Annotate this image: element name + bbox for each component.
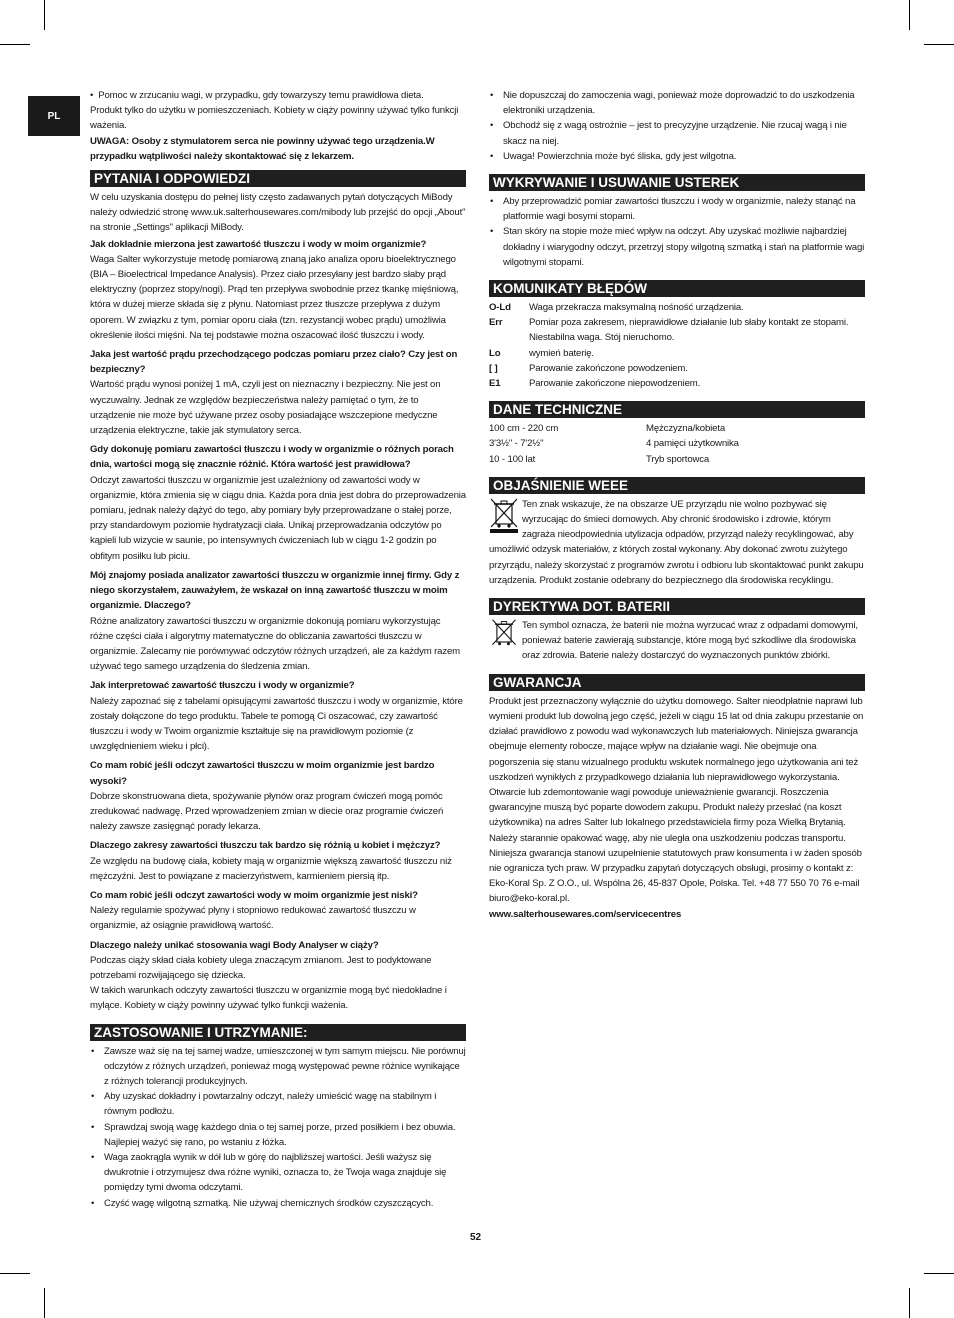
crop-mark [924, 1273, 954, 1274]
usage-item: • Nie dopuszczaj do zamoczenia wagi, ponieważ może doprowadzić to do uszkodzenia elektroniki urządzenia. [489, 88, 865, 118]
usage-item: • Uwaga! Powierzchnia może być śliska, gdy jest wilgotna. [489, 149, 865, 164]
usage-item: • Czyść wagę wilgotną szmatką. Nie używaj chemicznych środków czyszczących. [90, 1196, 466, 1211]
faq-question: Dlaczego należy unikać stosowania wagi Body Analyser w ciąży? [90, 939, 379, 951]
tech-cell: 3'3½" - 7'2½" [489, 438, 544, 450]
weee-block [489, 497, 865, 588]
error-code: O-Ld [489, 302, 511, 314]
troubleshooting-item: • Aby przeprowadzić pomiar zawartości tłuszczu i wody w organizmie, należy stanąć na platformie wagi bosymi stopami. [489, 194, 865, 224]
crop-mark [924, 44, 954, 45]
faq-question: Co mam robić jeśli odczyt zawartości wody w moim organizmie jest niski? [90, 889, 418, 901]
crop-mark [44, 0, 45, 30]
crop-mark [0, 1273, 30, 1274]
faq-answer: Należy zapoznać się z tabelami opisującymi zawartość tłuszczu i wody w organizmie, które zostały dołączone do tego produktu. Tabele te pomogą Ci oszacować, czy zawartość tłuszczu i wody w Twoim organizmie kształtuje się na prawidłowym poziomie (z uwzględnieniem wieku i płci). [90, 695, 463, 753]
usage-heading: ZASTOSOWANIE I UTRZYMANIE: [90, 1024, 466, 1041]
tech-cell: Mężczyzna/kobieta [646, 423, 726, 435]
right-column [489, 88, 865, 922]
intro-bullet-text: Pomoc w zrzucaniu wagi, w przypadku, gdy towarzyszy temu prawidłowa dieta. [98, 90, 424, 101]
error-text: Waga przekracza maksymalną nośność urządzenia. [529, 302, 744, 314]
error-code: [ ] [489, 362, 498, 374]
faq-answer: Różne analizatory zawartości tłuszczu w organizmie dokonują pomiaru wykorzystując różne części ciała i algorytmy matematyczne do obliczania zawartości tłuszczu w organizmie. Zalecamy nie porównywać odczytów różnych urządzeń, ale za każdym razem używać tego samego urządzenia do śledzenia zmian. [90, 615, 461, 673]
error-text: wymień baterię. [529, 347, 594, 359]
troubleshooting-item: • Stan skóry na stopie może mieć wpływ na odczyt. Aby uzyskać możliwie najbardziej dokładny i wiarygodny odczyt, przetrzyj stopy wilgotną szmatką i stań na platformie wagi wilgotnymi stopami. [489, 224, 865, 270]
weee-text: Ten znak wskazuje, że na obszarze UE przyrządu nie wolno pozbywać się wyrzucając do śmieci domowych. Aby chronić środowisko i zdrowie, którym zagraża nieodpowiednia utylizacja odpadów, przyrząd należy recyklingować, aby umożliwić odzysk materiałów, z których został wykonany. Aby dokonać zwrotu zużytego przyrządu, należy skorzystać z programów zwrotu i odbioru lub skontaktować punkt zakupu urządzenia. Produkt zostanie odebrany do bezpiecznego dla środowiska recyklingu. [489, 498, 864, 586]
usage-item: • Zawsze waż się na tej samej wadze, umieszczonej w tym samym miejscu. Nie porównuj odczytów z różnych urządzeń, ponieważ mogą występować pewne różnice wynikające z różnych tolerancji produkcyjnych. [90, 1044, 466, 1090]
faq-answer: W takich warunkach odczyty zawartości tłuszczu w organizmie mogą być niedokładne i mylące. Kobiety w ciąży powinny używać tylko funkcji ważenia. [90, 985, 447, 1012]
errors-heading: KOMUNIKATY BŁĘDÓW [489, 280, 865, 297]
crop-mark [909, 1288, 910, 1318]
faq-question: Jak dokładnie mierzona jest zawartość tłuszczu i wody w moim organizmie? [90, 238, 427, 250]
faq-answer: Waga Salter wykorzystuje metodę pomiarową znaną jako analiza oporu bioelektrycznego (BIA – Bioelectrical Impedance Analysis). Przez ciało przesyłany jest bardzo słaby prąd elektryczny (poprzez stopy/nogi). Prąd ten przepływa swobodnie przez tkankę mięśniową, która w dużej mierze składa się z płynu. Natomiast przez tłuszcze przepływa z dużym oporem. W związku z tym, pomiar oporu ciała (tzn. rezystancji wobec prądu) umożliwia określenie ilości mięśni. Na tej podstawie można oszacować ilość tłuszczu i wody. [90, 253, 459, 341]
battery-block [489, 618, 865, 664]
faq-intro: W celu uzyskania dostępu do pełnej listy często zadawanych pytań dotyczących MiBody należy odwiedzić stronę www.uk.salterhousewares.com/mibody lub przejść do opcji „About" na stronie „Settings" aplikacji MiBody. [90, 192, 466, 234]
tech-cell: 10 - 100 lat [489, 453, 536, 465]
battery-text: Ten symbol oznacza, że baterii nie można wyrzucać wraz z odpadami domowymi, ponieważ baterie zawierają substancje, które mogą być szkodliwe dla środowiska oraz zdrowia. Baterie należy dostarczyć do wyznaczonych punktów zbiórki. [522, 620, 858, 662]
service-url-link[interactable]: www.salterhousewares.com/servicecentres [489, 908, 682, 920]
error-codes [489, 300, 865, 391]
error-code: E1 [489, 378, 501, 390]
faq-question: Co mam robić jeśli odczyt zawartości tłuszczu w moim organizmie jest bardzo wysoki? [90, 760, 435, 787]
faq-answer: Należy regularnie spożywać płyny i stopniowo redukować zawartość tłuszczu w organizmie, aż osiągnie prawidłową wartość. [90, 905, 416, 932]
error-text: Pomiar poza zakresem, nieprawidłowe działanie lub słaby kontakt ze stopami. Niestabilna waga. Stój nieruchomo. [529, 317, 849, 344]
faq-question: Jaka jest wartość prądu przechodzącego podczas pomiaru przez ciało? Czy jest on bezpieczny? [90, 349, 458, 376]
tech-table [489, 421, 865, 467]
left-column [90, 88, 466, 1211]
usage-list [90, 1044, 466, 1211]
intro-list [90, 88, 466, 103]
faq-heading: PYTANIA I ODPOWIEDZI [90, 170, 466, 187]
faq-question: Dlaczego zakresy zawartości tłuszczu tak bardzo się różnią u kobiet i mężczyz? [90, 840, 441, 852]
intro-bullet: • Pomoc w zrzucaniu wagi, w przypadku, gdy towarzyszy temu prawidłowa dieta. [90, 90, 424, 101]
intro-text: Produkt tylko do użytku w pomieszczeniach. Kobiety w ciąży powinny używać tylko funkcji ważenia. [90, 105, 459, 132]
page-number: 52 [470, 1232, 482, 1243]
warranty-heading: GWARANCJA [489, 674, 865, 691]
error-text: Parowanie zakończone niepowodzeniem. [529, 378, 701, 390]
crossed-bin-icon [489, 497, 519, 533]
usage-item: • Sprawdzaj swoją wagę każdego dnia o tej samej porze, przed posiłkiem i bez obuwia. Najlepiej ważyć się rano, po wstaniu z łóżka. [90, 1120, 466, 1150]
faq-answer: Wartość prądu wynosi poniżej 1 mA, czyli jest on nieznaczny i bezpieczny. Nie jest on wyczuwalny. Jednak ze względów bezpieczeństwa należy pamiętać o tym, że to urządzenie nie może być używane przez osoby posiadające wszczepione medyczne urządzenia elektryczne, takie jak stymulatory serca. [90, 379, 441, 437]
language-tab: PL [28, 96, 80, 136]
faq-answer: Dobrze skonstruowana dieta, spożywanie płynów oraz program ćwiczeń mogą pomóc zredukować nadwagę. Przed wprowadzeniem zmian w diecie oraz programie ćwiczeń należy zawsze zasięgnąć porady lekarza. [90, 790, 444, 833]
usage-list-continued [489, 88, 865, 164]
error-text: Parowanie zakończone powodzeniem. [529, 362, 688, 374]
crop-mark [44, 1288, 45, 1318]
crop-mark [0, 44, 30, 45]
error-code: Err [489, 317, 503, 329]
usage-item: • Obchodź się z wagą ostrożnie – jest to precyzyjne urządzenie. Nie rzucaj wagą i nie skacz na niej. [489, 118, 865, 148]
usage-item: • Waga zaokrągla wynik w dół lub w górę do najbliższej wartości. Jeśli ważysz się dwukrotnie i otrzymujesz dwa różne wyniki, oznacza to, że Twoja waga znajduje się pomiędzy tymi dwoma odczytami. [90, 1150, 466, 1196]
faq-question: Gdy dokonuję pomiaru zawartości tłuszczu i wody w organizmie o różnych porach dnia, wartości mogą się znacznie różnić. Która wartość jest prawidłowa? [90, 444, 454, 471]
tech-heading: DANE TECHNICZNE [489, 401, 865, 418]
troubleshooting-heading: WYKRYWANIE I USUWANIE USTEREK [489, 174, 865, 191]
battery-heading: DYREKTYWA DOT. BATERII [489, 598, 865, 615]
faq-question: Jak interpretować zawartość tłuszczu i wody w organizmie? [90, 680, 355, 692]
faq-answer: Ze względu na budowę ciała, kobiety mają w organizmie większą zawartość tłuszczu niż mężczyźni. Jest to powiązane z macierzyństwem, karmieniem piersią itp. [90, 855, 452, 882]
faq-answer: Odczyt zawartości tłuszczu w organizmie jest uzależniony od zawartości wody w organizmie, która zmienia się w ciągu dnia. Każda pora dnia jest dobra do przeprowadzenia pomiaru, jednak należy dążyć do tego, aby pomiary były przeprowadzane o stałej porze, przy standardowym poziomie hydratyzacji ciała. Unikaj przeprowadzania odczytów po kąpieli lub wizycie w saunie, po intensywnych ćwiczeniach lub w ciągu 1-2 godzin po obfitym posiłku lub piciu. [90, 474, 466, 562]
troubleshooting-list [489, 194, 865, 270]
faq-question: Mój znajomy posiada analizator zawartości tłuszczu w organizmie innej firmy. Gdy z niego skorzystałem, zauważyłem, że wskazał on inną zawartość tłuszczu w moim organizmie. Dlaczego? [90, 569, 460, 612]
warranty-text: Produkt jest przeznaczony wyłącznie do użytku domowego. Salter nieodpłatnie naprawi lub wymieni produkt lub dowolną jego część, jeżeli w ciągu 15 lat od dnia zakupu przestanie on działać prawidłowo z powodu wad wykonawczych lub materiałowych. Niniejsza gwarancja obejmuje elementy robocze, mające wpływ na działanie wagi. Nie obejmuje ona pogorszenia się stanu wizualnego produktu wskutek normalnego jego użytkowania ani też uszkodzeń wynikłych z przypadkowego działania lub nieprawidłowego wykorzystania. Otwarcie lub zdemontowanie wagi powoduje unieważnienie gwarancji. Roszczenia gwarancyjne muszą być poparte dowodem zakupu. Produkt należy przesłać (na koszt użytkownika) na adres Salter lub lokalnego przedstawiciela firmy poza Wielką Brytanią. Należy starannie opakować wagę, aby nie uległa ona uszkodzeniu podczas transportu. Niniejsza gwarancja stanowi uzupełnienie statutowych praw konsumenta i w żaden sposób nie ogranicza tych praw. W przypadku zapytań dotyczących obsługi, prosimy o kontakt z: Eko-Koral Sp. Z O.O., ul. Wspólna 26, 45-837 Opole, Polska. Tel. +48 77 550 70 76 e-mail biuro@eko-koral.pl. [489, 695, 864, 905]
crossed-bin-icon [489, 618, 519, 650]
usage-item: • Aby uzyskać dokładny i powtarzalny odczyt, należy umieścić wagę na stabilnym i równym podłożu. [90, 1089, 466, 1119]
faq-answer: Podczas ciąży skład ciała kobiety ulega znaczącym zmianom. Jest to podyktowane potrzebami rozwijającego się dziecka. [90, 954, 432, 981]
crop-mark [909, 0, 910, 30]
intro-warning: UWAGA: Osoby z stymulatorem serca nie powinny używać tego urządzenia.W przypadku wątpliwości należy skontaktować się z lekarzem. [90, 135, 435, 162]
weee-heading: OBJAŚNIENIE WEEE [489, 477, 865, 494]
error-code: Lo [489, 347, 501, 359]
tech-cell: 4 pamięci użytkownika [646, 438, 739, 450]
tech-cell: 100 cm - 220 cm [489, 423, 559, 435]
tech-cell: Tryb sportowca [646, 453, 710, 465]
